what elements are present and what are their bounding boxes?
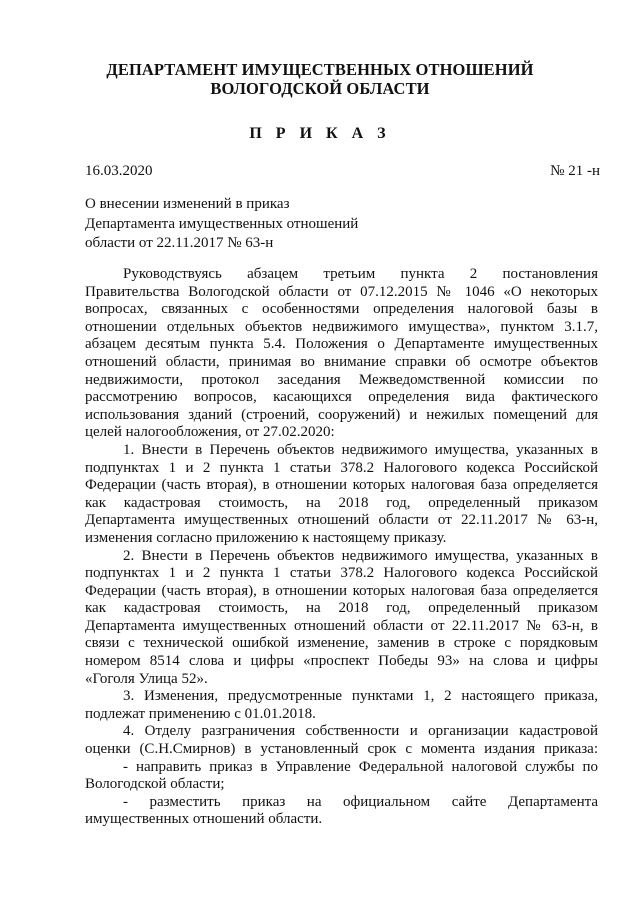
preamble-line: целей налогообложения, от 27.02.2020: [85,424,335,441]
item-3-line: подлежат применению с 01.01.2018. [85,705,316,722]
dash-item-1-line: Вологодской области; [85,776,225,793]
header-line-2: ВОЛОГОДСКОЙ ОБЛАСТИ [210,79,430,98]
subject-line-3: области от 22.11.2017 № 63-н [85,235,274,251]
order-subject [85,195,358,254]
dash-item-1 [85,759,598,794]
order-date: 16.03.2020 [85,163,153,179]
dash-item-1-line: - направить приказ в Управление Федеральной налоговой службы по [123,758,598,775]
item-2-line: как кадастровая стоимость, на 2018 год, определенный приказом [85,600,598,617]
item-4-line: 4. Отделу разграничения собственности и организации кадастровой [123,723,598,740]
preamble-line: вопросах, связанных с особенностями определения налоговой базы в [85,301,598,318]
preamble-line: абзацем десятым пункта 5.4. Положения о Департаменте имущественных [85,336,598,353]
preamble-line: отношении отдельных объектов недвижимого имущества», пунктом 3.1.7, [85,318,598,335]
item-1-line: изменения согласно приложению к настоящему приказу. [85,529,447,546]
department-header [0,60,640,98]
item-2-line: Департамента имущественных отношений области от 22.11.2017 № 63-н, в [85,617,598,634]
header-line-1: ДЕПАРТАМЕНТ ИМУЩЕСТВЕННЫХ ОТНОШЕНИЙ [106,60,534,79]
item-4-paragraph [85,723,598,758]
item-2-line: Федерации (часть вторая), в отношении которых налоговая база определяется [85,582,598,599]
dash-item-2-line: - разместить приказ на официальном сайте Департамента [123,793,598,810]
preamble-paragraph [85,266,598,442]
preamble-line: недвижимости, протокол заседания Межведомственной комиссии по [85,371,598,388]
item-2-line: 2. Внести в Перечень объектов недвижимого имущества, указанных в [123,547,598,564]
item-1-line: Департамента имущественных отношений области от 22.11.2017 № 63-н, [85,512,598,529]
item-3-line: 3. Изменения, предусмотренные пунктами 1, 2 настоящего приказа, [123,688,598,705]
subject-line-2: Департамента имущественных отношений [85,215,359,232]
item-1-line: Федерации (часть вторая), в отношении которых налоговая база определяется [85,477,598,494]
order-body [85,266,598,829]
preamble-line: использования зданий (строений, сооружений) и нежилых помещений для [85,406,598,423]
item-2-line: подпунктах 1 и 2 пункта 1 статьи 378.2 Налогового кодекса Российской [85,565,598,582]
item-2-line: связи с технической ошибкой изменение, заменив в строке с порядковым [85,635,598,652]
order-title: П Р И К А З [249,125,391,142]
preamble-line: Правительства Вологодской области от 07.12.2015 № 1046 «О некоторых [85,283,598,300]
item-1-line: подпунктах 1 и 2 пункта 1 статьи 378.2 Налогового кодекса Российской [85,459,598,476]
item-4-line: оценки (С.Н.Смирнов) в установленный срок с момента издания приказа: [85,741,598,758]
item-2-line: «Гоголя Улица 52». [85,670,208,687]
item-1-line: как кадастровая стоимость, на 2018 год, определенный приказом [85,494,598,511]
item-3-paragraph [85,688,598,723]
preamble-line: Руководствуясь абзацем третьим пункта 2 постановления [123,266,598,282]
dash-item-2-line: имущественных отношений области. [85,811,323,828]
item-1-paragraph [85,442,598,548]
preamble-line: отношений области, принимая во внимание справки об осмотре объектов [85,353,598,370]
order-number: № 21 -н [550,163,600,179]
item-1-line: 1. Внести в Перечень объектов недвижимого имущества, указанных в [123,441,598,458]
preamble-line: рассмотрению вопросов, касающихся определения вида фактического [85,389,598,406]
dash-item-2 [85,794,598,829]
item-2-paragraph [85,548,598,689]
item-2-line: номером 8514 слова и цифры «проспект Победы 93» на слова и цифры [85,653,598,670]
subject-line-1: О внесении изменений в приказ [85,196,290,212]
